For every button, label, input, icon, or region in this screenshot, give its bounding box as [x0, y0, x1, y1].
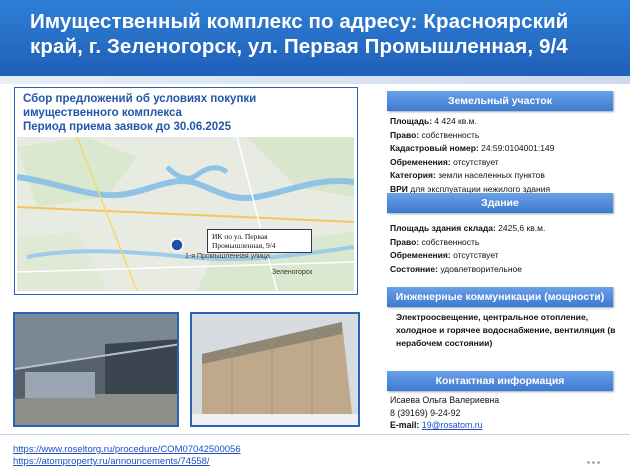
page-marker: ▪ ▪ ▪ — [587, 458, 600, 467]
land-row: Право: собственность — [390, 129, 480, 140]
map-panel-title — [23, 92, 353, 134]
land-section-header: Земельный участок — [387, 91, 613, 111]
engineering-section-header: Инженерные коммуникации (мощности) — [387, 287, 613, 307]
engineering-text: Электроосвещение, центральное отопление, холодное и горячее водоснабжение, вентиляция (в нерабочем состоянии) — [396, 312, 616, 348]
deadline-text: Период приема заявок до 30.06.2025 — [23, 121, 231, 133]
marker-label: ИК по ул. Первая Промышленная, 9/4 — [207, 229, 312, 253]
building-row: Обременения: отсутствует — [390, 250, 499, 260]
footer-divider — [0, 434, 630, 435]
slide-header — [0, 0, 630, 76]
slide-title: Имущественный комплекс по адресу: Красноярский край, г. Зеленогорск, ул. Первая Промышленная, 9/4 — [30, 10, 569, 58]
building-section-header: Здание — [387, 193, 613, 213]
contact-section-header: Контактная информация — [387, 371, 613, 391]
location-map[interactable] — [17, 137, 354, 291]
atomproperty-link[interactable]: https://atompropertу.ru/announcements/74558/ — [13, 456, 210, 467]
offer-collection-text: Сбор предложений об условиях покупки имущественного комплекса — [23, 93, 257, 119]
building-section-body — [390, 222, 618, 276]
street-caption: 1-я Промышленная улица — [185, 253, 270, 260]
land-row: Категория: земли населенных пунктов — [390, 170, 545, 180]
building-row: Право: собственность — [390, 236, 480, 247]
contact-name: Исаева Ольга Валериевна — [390, 395, 500, 405]
land-row: ВРИ для эксплуатации нежилого здания — [390, 183, 551, 194]
land-row: Обременения: отсутствует — [390, 156, 499, 167]
land-row: Кадастровый номер: 24:59:0104001:149 — [390, 143, 555, 153]
land-row: Площадь: 4 424 кв.м. — [390, 116, 477, 126]
map-graphic — [17, 137, 354, 291]
contact-section-body — [390, 394, 618, 432]
links-block — [13, 444, 241, 468]
land-section-body — [390, 115, 618, 196]
warehouse-ramp-photo — [13, 312, 179, 427]
contact-phone: 8 (39169) 9-24-92 — [390, 407, 461, 418]
building-row: Площадь здания склада: 2425,6 кв.м. — [390, 223, 546, 233]
warehouse-exterior-photo — [190, 312, 360, 427]
contact-email-row — [390, 419, 618, 432]
header-strip — [0, 76, 630, 84]
email-label: E-mail: — [390, 420, 420, 430]
roseltorg-link[interactable]: https://www.roseltorg.ru/procedure/COM07042500056 — [13, 444, 241, 455]
town-name: Зеленогорск — [272, 269, 313, 276]
map-panel — [14, 87, 358, 295]
email-link[interactable]: 19@rosatom.ru — [421, 420, 483, 430]
building-row: Состояние: удовлетворительное — [390, 263, 523, 274]
